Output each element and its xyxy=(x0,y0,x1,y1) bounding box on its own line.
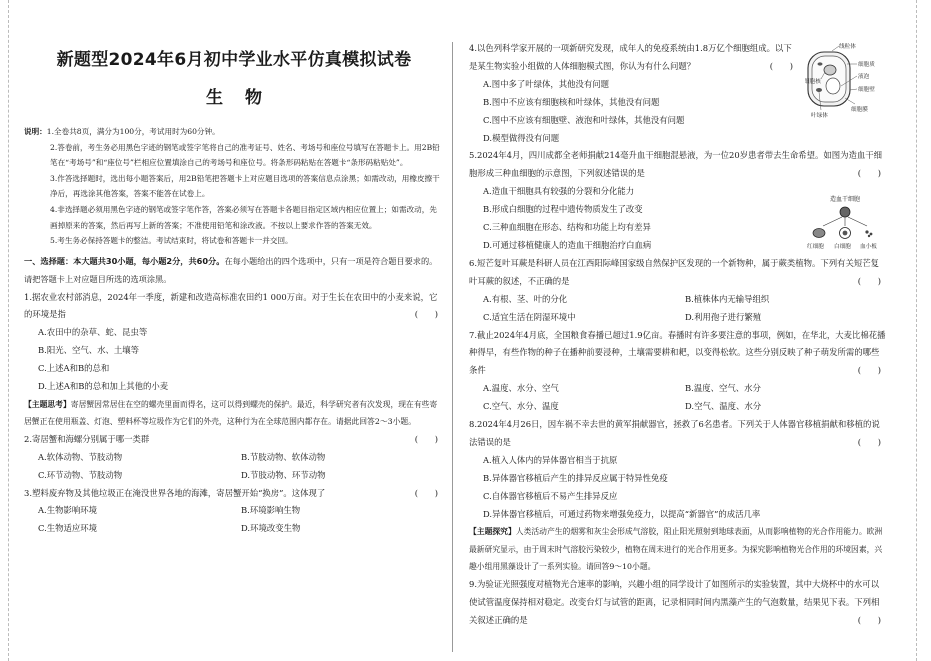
label-platelet: 血小板 xyxy=(860,244,877,250)
mitochondria-shape xyxy=(818,62,823,65)
chloroplast-shape xyxy=(816,88,822,92)
question-7-stem: 7.截止2024年4月底，全国粮食春播已超过1.9亿亩。春播时有许多要注意的事项，例如，在华北，大麦比棉花播种得早，有些作物的种子在播种前要浸种，土壤需要耕和耙，以变得松软。这些分别反映了种子萌发所需的哪些条件 xyxy=(469,329,886,376)
instructions xyxy=(24,124,444,249)
question-3 xyxy=(24,485,444,539)
option-d: D.可通过移植健康人的造血干细胞治疗白血病 xyxy=(483,239,652,250)
platelet-shape xyxy=(865,230,868,233)
option-d: D.上述A和B的总和加上其他的小麦 xyxy=(38,381,169,392)
label-nucleus: 细胞核 xyxy=(805,79,821,85)
instruction-3: 3.作答选择题时，选出每小题答案后，用2B铅笔把答题卡上对应题目选项的答案信息点涂黑；如需改动，用橡皮擦干净后，再选涂其他答案，答案不能答在试卷上。 xyxy=(50,173,440,199)
topic-thinking: 【主题思考】寄居蟹因常居住在空的螺壳里面而得名，这可以得到螺壳的保护。最近，科学研究者有次发现，现在有些寄居蟹正在使用瓶盖、灯泡、塑料杯等垃圾作为它们的外壳，这种行为在全球范围内都存在。请据此回答2～3小题。 xyxy=(24,400,438,427)
answer-paren: ( ) xyxy=(769,60,793,71)
label-chloroplast: 叶绿体 xyxy=(811,113,828,119)
option-b: B.异体器官移植后产生的排异反应属于特异性免疫 xyxy=(483,472,668,483)
column-divider xyxy=(452,42,453,652)
option-d: D.节肢动物、环节动物 xyxy=(241,469,326,480)
subject-heading: 生物 xyxy=(206,88,284,108)
question-8 xyxy=(469,416,887,523)
option-d: D.利用孢子进行繁殖 xyxy=(685,311,762,322)
option-a: A.图中多了叶绿体，其他没有问题 xyxy=(483,78,609,89)
option-c: C.图中不应该有细胞壁、液泡和叶绿体，其他没有问题 xyxy=(483,114,685,125)
option-c: C.适宜生活在阴湿环境中 xyxy=(483,311,576,322)
question-6-stem: 6.短芒复叶耳蕨是科研人员在江西阳际峰国家级自然保护区发现的一个新物种，属于蕨类植物。下列有关短芒复叶耳蕨的叙述，不正确的是 xyxy=(469,257,879,286)
question-4-stem: 4.以色列科学家开展的一项新研究发现，成年人的免疫系统由1.8万亿个细胞组成。以下是某生物实验小组做的人体细胞模式图，你认为有什么问题？ xyxy=(469,43,792,71)
stem-cell-figure xyxy=(805,192,885,252)
vacuole-shape xyxy=(826,78,840,94)
option-b: B.环境影响生物 xyxy=(241,505,301,516)
binding-line-left xyxy=(8,0,9,661)
answer-paren: ( ) xyxy=(414,433,438,444)
option-d: D.空气、温度、水分 xyxy=(685,401,762,412)
topic-label: 【主题探究】 xyxy=(469,527,516,537)
label-vacuole: 液泡 xyxy=(858,74,870,80)
topic-inquiry: 【主题探究】人类活动产生的烟雾和灰尘会形成气溶胶，阻止阳光照射到地球表面，从而影响植物的光合作用能力。欧洲最新研究显示，由于周末时气溶胶污染较少，植物在周末进行的光合作用更多。为探究影响植物光合作用的环境因素，兴趣小组用黑藻设计了一系列实验。请回答9～10小题。 xyxy=(469,527,883,572)
binding-line-right xyxy=(916,0,917,661)
label-white-blood-cell: 白细胞 xyxy=(834,244,851,250)
topic-label: 【主题思考】 xyxy=(24,400,71,409)
answer-paren: ( ) xyxy=(857,614,881,625)
question-1-stem: 1.据农业农村部消息，2024年一季度，新建和改造高标准农田约1 000万亩。对于生长在农田中的小麦来说，它的环境是指 xyxy=(24,291,438,320)
instructions-label: 说明： xyxy=(24,127,47,136)
answer-paren: ( ) xyxy=(857,168,881,179)
instruction-5: 5.考生务必保持答题卡的整洁。考试结束时，将试卷和答题卡一并交回。 xyxy=(50,236,293,246)
option-b: B.植株体内无输导组织 xyxy=(685,293,770,304)
platelet-shape xyxy=(868,235,870,237)
option-c: C.空气、水分、温度 xyxy=(483,401,559,412)
option-a: A.有根、茎、叶的分化 xyxy=(483,293,568,304)
white-blood-cell-nucleus xyxy=(843,231,848,236)
question-3-stem: 3.塑料废弃物及其他垃圾正在淹没世界各地的海滩，寄居蟹开始“换房”。这体现了 xyxy=(24,487,326,498)
label-red-blood-cell: 红细胞 xyxy=(807,244,824,250)
option-b: B.温度、空气、水分 xyxy=(685,383,761,394)
option-b: B.形成白细胞的过程中遗传物质发生了改变 xyxy=(483,204,643,215)
exam-title: 新题型2024年6月初中学业水平仿真模拟试卷 xyxy=(56,50,412,70)
cell-model-figure xyxy=(805,42,885,120)
answer-paren: ( ) xyxy=(857,436,881,447)
option-c: C.生物适应环境 xyxy=(38,523,98,534)
platelet-shape xyxy=(870,233,873,236)
label-cytoplasm: 细胞质 xyxy=(858,62,875,68)
option-d: D.环境改变生物 xyxy=(241,523,301,534)
question-6 xyxy=(469,255,887,327)
option-c: C.三种血细胞在形态、结构和功能上均有差异 xyxy=(483,222,651,233)
option-d: D.模型做得没有问题 xyxy=(483,132,560,143)
nucleus-shape xyxy=(824,65,836,75)
stem-cell-shape xyxy=(840,207,850,217)
question-9-stem: 9.为验证光照强度对植物光合速率的影响，兴趣小组的同学设计了如图所示的实验装置，其中大烧杯中的水可以使试管温度保持相对稳定。改变台灯与试管的距离，记录相同时间内黑藻产生的气泡数量，结果见下表。下列相关叙述正确的是 xyxy=(469,578,880,625)
answer-paren: ( ) xyxy=(414,487,438,498)
option-a: A.造血干细胞具有较强的分裂和分化能力 xyxy=(483,186,635,197)
option-a: A.植入人体内的异体器官相当于抗原 xyxy=(483,454,618,465)
label-cell-wall: 细胞壁 xyxy=(858,87,875,93)
option-a: A.温度、水分、空气 xyxy=(483,383,559,394)
option-a: A.农田中的杂草、蛇、昆虫等 xyxy=(38,327,148,338)
instruction-4: 4.非选择题必须用黑色字迹的钢笔或签字笔作答，答案必须写在答题卡各题目指定区域内相应位置上；如需改动，先画掉原来的答案，然后再写上新的答案；不准使用铅笔和涂改液。不按以上要求作答的答案无效。 xyxy=(50,204,437,230)
question-5-stem: 5.2024年4月，四川成都全老师捐献214毫升血干细胞混悬液，为一位20岁患者带去生命希望。如图为造血干细胞形成三种血细胞的示意图，下列叙述错误的是 xyxy=(469,150,883,179)
option-b: B.图中不应该有细胞核和叶绿体，其他没有问题 xyxy=(483,96,660,107)
answer-paren: ( ) xyxy=(414,309,438,320)
option-b: B.阳光、空气、水、土壤等 xyxy=(38,345,139,356)
option-c: C.上述A和B的总和 xyxy=(38,363,110,374)
option-c: C.自体器官移植后不易产生排异反应 xyxy=(483,490,618,501)
instruction-1: 说明：1.全卷共8页，满分为100分，考试用时为60分钟。 xyxy=(24,127,220,136)
answer-paren: ( ) xyxy=(857,365,881,376)
section-1-heading: 一、选择题：本大题共30小题，每小题2分，共60分。在每小题给出的四个选项中，只有一项是符合题目要求的。请把答题卡上对应题目所选的选项涂黑。 xyxy=(24,255,438,284)
option-a: A.软体动物、节肢动物 xyxy=(38,451,123,462)
right-column xyxy=(469,40,887,629)
question-2-stem: 2.寄居蟹和海螺分别属于哪一类群 xyxy=(24,433,150,444)
question-8-stem: 8.2024年4月26日，因车祸不幸去世的黄军捐献器官，拯救了6名患者。下列关于人体器官移植捐献和移植的说法错误的是 xyxy=(469,419,880,447)
option-c: C.环节动物、节肢动物 xyxy=(38,469,123,480)
answer-paren: ( ) xyxy=(857,275,881,286)
left-column xyxy=(24,40,444,538)
label-cell-membrane: 细胞膜 xyxy=(851,107,868,113)
option-a: A.生物影响环境 xyxy=(38,505,97,516)
instruction-2: 2.答卷前，考生务必用黑色字迹的钢笔或签字笔将自己的准考证号、姓名、考场号和座位号填写在答题卡上。用2B铅笔在“考场号”和“座位号”栏相应位置填涂自己的考场号和座位号。将条形码粘贴在答题卡“条形码粘贴处”。 xyxy=(50,142,440,168)
option-d: D.异体器官移植后，可通过药物来增强免疫力，以提高“新器官”的成活几率 xyxy=(483,508,761,519)
option-b: B.节肢动物、软体动物 xyxy=(241,451,326,462)
red-blood-cell-shape xyxy=(813,229,825,238)
label-mitochondria: 线粒体 xyxy=(839,44,856,50)
question-2 xyxy=(24,431,444,485)
question-9 xyxy=(469,576,887,630)
label-stem-cell: 造血干细胞 xyxy=(829,196,861,203)
question-7 xyxy=(469,327,887,417)
question-1 xyxy=(24,289,444,396)
